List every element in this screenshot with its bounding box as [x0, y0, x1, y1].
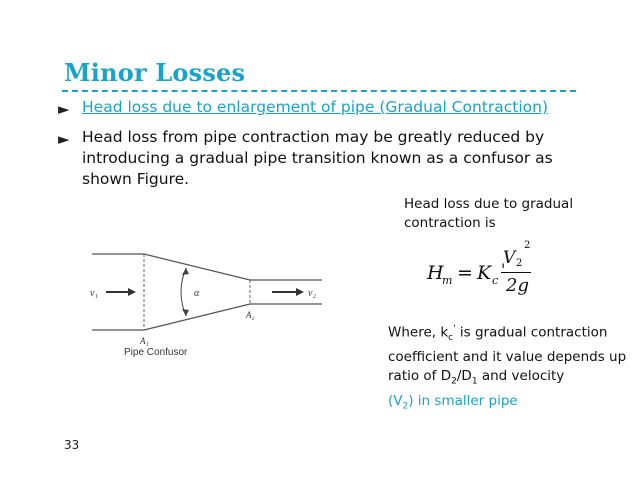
where-d1: 1 — [471, 376, 478, 387]
where-slash: /D — [456, 368, 472, 385]
eq-prime: ' — [501, 260, 506, 279]
title-divider — [62, 90, 576, 92]
equation-intro: Head loss due to gradual contraction is — [404, 196, 574, 231]
pipe-confusor-figure — [86, 238, 330, 362]
head-loss-equation — [427, 240, 577, 304]
eq-denominator: 2g — [506, 275, 529, 296]
eq-equals: = — [457, 262, 473, 284]
eq-H: H — [427, 262, 444, 284]
triangle-right-icon: ► — [58, 100, 70, 118]
label-A1: A₁ — [140, 336, 149, 346]
bullet-2-text: Head loss from pipe contraction may be greatly reduced by introducing a gradual pipe transition known as a confusor as shown Figure. — [82, 128, 553, 188]
eq-V-sub: 2 — [516, 258, 523, 269]
eq-c: c — [492, 274, 499, 287]
figure-caption: Pipe Confusor — [124, 347, 188, 358]
where-v2: 2 — [402, 401, 409, 412]
triangle-right-icon: ► — [58, 130, 70, 148]
label-alpha: α — [194, 288, 200, 299]
eq-K: K — [477, 262, 492, 284]
eq-V: V — [503, 248, 516, 268]
where-part1: Where, k — [388, 324, 449, 341]
label-v2: v₂ — [308, 288, 316, 299]
where-d2: 2 — [451, 376, 457, 387]
bullet-1-link[interactable]: Head loss due to enlargement of pipe (Gradual Contraction) — [82, 98, 549, 116]
page-number: 33 — [64, 438, 80, 452]
where-part2: is gradual contraction coefficient and it value depends up ratio of D — [388, 324, 627, 385]
slide-title: Minor Losses — [64, 58, 246, 87]
eq-square: 2 — [524, 240, 531, 251]
where-blue-1: (V — [388, 392, 403, 409]
where-blue-2: ) in smaller pipe — [408, 392, 518, 409]
label-A2: A₂ — [246, 310, 255, 320]
eq-fraction-bar — [501, 272, 531, 273]
where-note: Where, $k_c'$ is gradual contraction coefficient and it value depends up ratio of $D_2/D_1$ and velocity $(V_2)$ in smaller pipe — [388, 324, 627, 412]
eq-m: m — [442, 274, 453, 287]
label-v1: v₁ — [90, 288, 98, 299]
where-part3: and velocity — [477, 368, 565, 385]
where-sub-c: c — [448, 333, 454, 344]
